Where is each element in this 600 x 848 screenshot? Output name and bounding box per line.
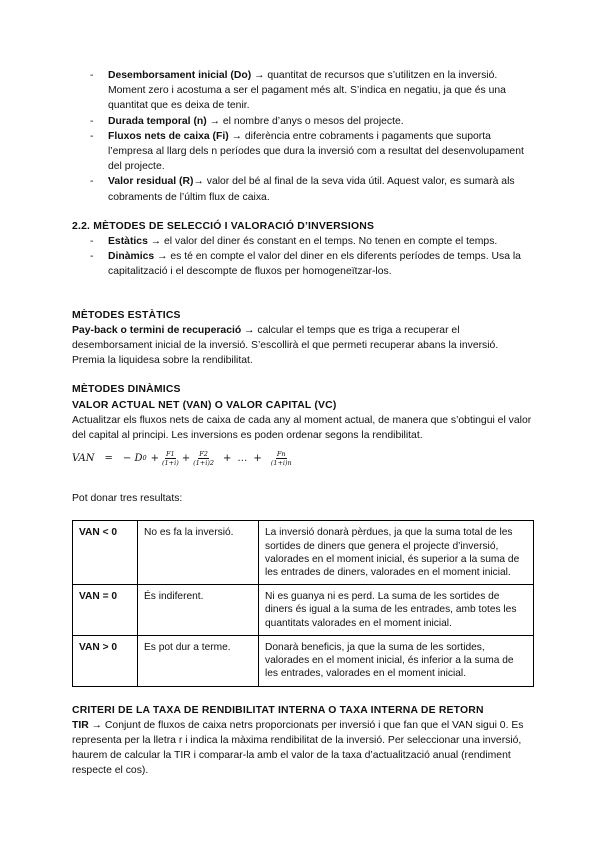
table-row — [73, 521, 534, 585]
table-row — [73, 635, 534, 686]
list-item: - Dinàmics → es té en compte el valor del diner en els diferents períodes de temps. Usa la capitalització i el descompte de fluxos per homogeneïtzar-los. — [72, 249, 532, 279]
van-formula: VAN = − D 0 + $\frac{F1}{(1+i)}$ + $\frac{F2}{(1+i)2}$ + … + $\frac{Fn}{(1+i)n}$ — [72, 449, 292, 467]
fraction-fn: $\frac{Fn}{(1+i)n}$ — [270, 449, 292, 467]
table-cell-verdict: Es pot dur a terme. — [138, 635, 259, 686]
table-cell-verdict: No es fa la inversió. — [138, 521, 259, 585]
list-item: - Valor residual (R)→ valor del bé al final de la seva vida útil. Aquest valor, es sumarà als cobraments de l’últim flux de caixa. — [72, 174, 532, 204]
table-cell-condition: VAN > 0 — [73, 635, 138, 686]
table-cell-explanation: Ni es guanya ni es perd. La suma de les sortides de diners és igual a la suma de les entrades, amb totes les quantitats valorades en el moment inicial. — [259, 585, 534, 636]
payback-paragraph: Pay-back o termini de recuperació → calcular el temps que es triga a recuperar el desemborsament inicial de la inversió. S’escollirà el que permeti recuperar abans la inversió. Premia la liquidesa sobre la rendibilitat. — [72, 324, 499, 367]
table-cell-verdict: És indiferent. — [138, 585, 259, 636]
methods-list — [72, 234, 532, 280]
results-intro: Pot donar tres resultats: — [72, 493, 183, 505]
list-item: - Fluxos nets de caixa (Fi) → diferència entre cobraments i pagaments que suporta l’empresa al llarg dels n períodes que dura la inversió com a resultat del desenvolupament del projecte. — [72, 129, 532, 175]
van-paragraph: Actualitzar els fluxos nets de caixa de cada any al moment actual, de manera que s’obtingui el valor del capital al principi. Les inversions es poden ordenar segons la rendibilitat. — [72, 414, 532, 442]
list-item: - Estàtics → el valor del diner és constant en el temps. No tenen en compte el temps. — [72, 234, 532, 249]
van-heading: VALOR ACTUAL NET (VAN) O VALOR CAPITAL (VC) — [72, 399, 337, 411]
table-cell-explanation: La inversió donarà pèrdues, ja que la suma total de les sortides de diners que genera el projecte d’inversió, valorades en el moment inicial, és superior a la suma de les entrades de diners, valorades en el moment inicial. — [259, 521, 534, 585]
list-item: - Durada temporal (n) → el nombre d’anys o mesos del projecte. — [72, 114, 532, 129]
tir-heading: CRITERI DE LA TAXA DE RENDIBILITAT INTERNA O TAXA INTERNA DE RETORN — [72, 704, 484, 716]
list-item: - Desemborsament inicial (Do) → quantitat de recursos que s’utilitzen en la inversió. Moment zero i acostuma a ser el pagament més alt. S’indica en negatiu, ja que és una quantitat que es deixa de tenir. — [72, 68, 532, 114]
fraction-f1: $\frac{F1}{(1+i)}$ — [162, 449, 179, 467]
definitions-list — [72, 68, 532, 205]
fraction-f2: $\frac{F2}{(1+i)2}$ — [193, 449, 215, 467]
tir-paragraph: TIR → Conjunt de fluxos de caixa netrs proporcionats per inversió i que fan que el VAN sigui 0. Es representa per la lletra r i indica la màxima rendibilitat de la inversió. Per seleccionar una inversió, haurem de calcular la TIR i comparar-la amb el valor de la taxa d’actualització anual (rendiment respecte el cos). — [72, 719, 524, 777]
table-cell-explanation: Donarà beneficis, ja que la suma de les sortides, valorades en el moment inicial, és inferior a la suma de les entrades, valorades en el moment inicial. — [259, 635, 534, 686]
static-methods-heading: MÈTODES ESTÀTICS — [72, 309, 181, 321]
table-cell-condition: VAN < 0 — [73, 521, 138, 585]
dynamic-methods-heading: MÈTODES DINÀMICS — [72, 384, 181, 396]
van-results-table — [72, 520, 534, 686]
section-heading-methods: 2.2. MÈTODES DE SELECCIÓ I VALORACIÓ D’INVERSIONS — [72, 220, 375, 232]
table-row — [73, 585, 534, 636]
document-page — [72, 68, 532, 779]
table-cell-condition: VAN = 0 — [73, 585, 138, 636]
